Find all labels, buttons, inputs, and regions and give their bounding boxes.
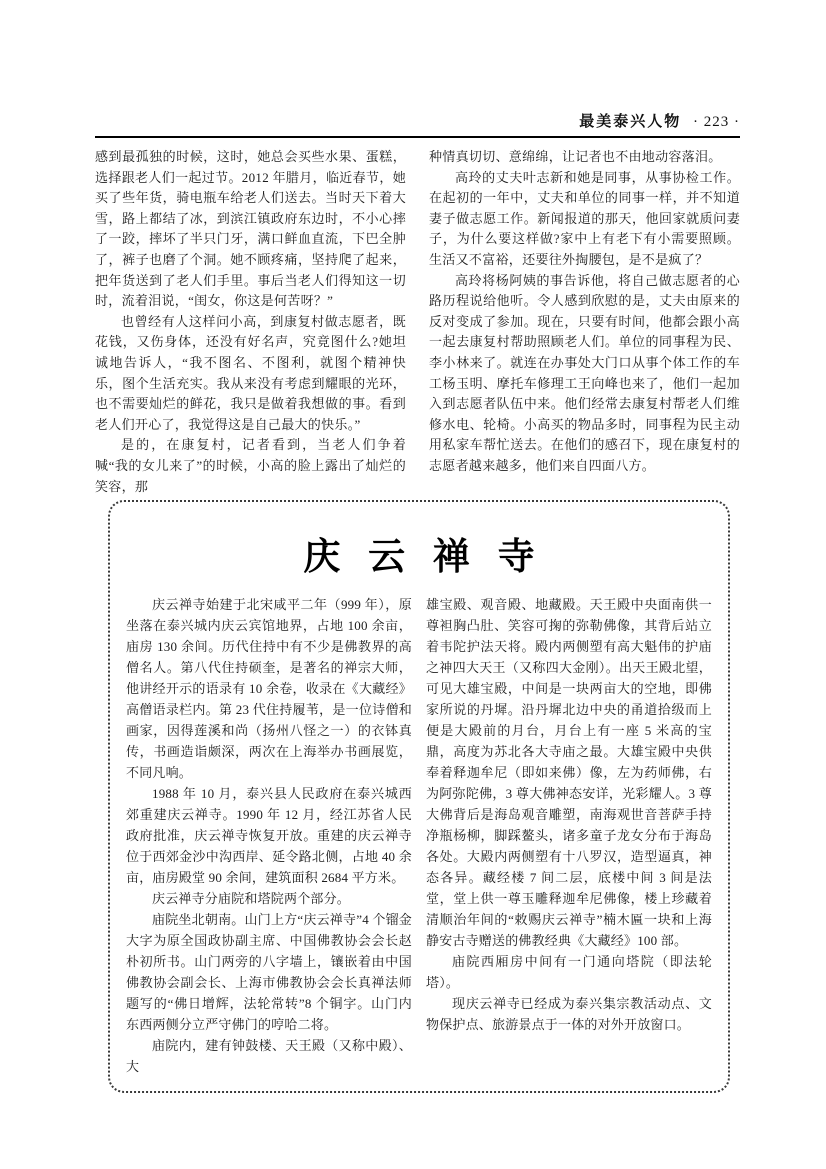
paragraph: 种情真切切、意绵绵，让记者也不由地动容落泪。: [429, 149, 722, 164]
paragraph: 高玲将杨阿姨的事告诉他，将自己做志愿者的心路历程说给他听。令人感到欣慰的是，丈夫由原来的反对变成了参加。现在，只要有时间，他都会跟小高一起去康复村帮助照顾老人们。单位的同事程为民、李小林来了。就连在办事处大门口从事个体工作的车工杨玉明、摩托车修理工王向峰也来了，他们一起加入到志愿者队伍中来。他们经常去康复村帮老人们维修水电、轮椅。小高买的物品多时，同事程为民主动用私家车帮忙送去。在他们的感召下，现在康复村的志愿者越来越多，他们来自四面八方。: [429, 272, 740, 473]
paragraph: 庆云禅寺始建于北宋咸平二年（999 年），原坐落在泰兴城内庆云宾馆地界，占地 100 余亩，庙房 130 余间。历代住持中有不少是佛教界的高僧名人。第八代住持硕奎，是著名的禅宗大师，他讲经开示的语录有 10 余卷，收录在《大藏经》高僧语录栏内。第 23 代住持履苇，是一位诗僧和画家，因得莲溪和尚（扬州八怪之一）的衣钵真传，书画造诣颇深，两次在上海举办书画展览，不同凡响。: [126, 597, 412, 780]
paragraph: 庙院内，建有钟鼓楼、天王殿（又称中殿）、大: [126, 1038, 412, 1074]
header-rule: [95, 136, 740, 138]
paragraph: 是的，在康复村，记者看到，当老人们争着喊“我的女儿来了”的时候，小高的脸上露出了灿烂的笑容，那: [95, 437, 406, 494]
running-head: [579, 110, 740, 131]
page-number: · 223 ·: [693, 114, 740, 130]
temple-sidebar-box: [108, 500, 730, 1093]
paragraph: 1988 年 10 月，泰兴县人民政府在泰兴城西郊重建庆云禅寺。1990 年 12 月，经江苏省人民政府批准，庆云禅寺恢复开放。重建的庆云禅寺位于西郊金沙中沟西岸、延令路北侧，占地 40 余亩，庙房殿堂 90 余间，建筑面积 2684 平方米。: [126, 786, 412, 885]
paragraph: 也曾经有人这样问小高，到康复村做志愿者，既花钱，又伤身体，还没有好名声，究竟图什么?她坦诚地告诉人，“我不图名、不图利，就图个精神快乐，图个生活充实。我从来没有考虑到耀眼的光环，也不需要灿烂的鲜花，我只是做着我想做的事。看到老人们开心了，我觉得这是自己最大的快乐。”: [95, 313, 406, 432]
paragraph: 现庆云禅寺已经成为泰兴集宗教活动点、文物保护点、旅游景点于一体的对外开放窗口。: [426, 996, 712, 1032]
paragraph: 雄宝殿、观音殿、地藏殿。天王殿中央面南供一尊袒胸凸肚、笑容可掬的弥勒佛像，其背后站立着韦陀护法天将。殿内两侧塑有高大魁伟的护庙之神四大天王（又称四大金刚）。出天王殿北望，可见大雄宝殿，中间是一块两亩大的空地，即佛家所说的丹墀。沿丹墀北边中央的甬道拾级而上便是大殿前的月台，月台上有一座 5 米高的宝鼎，高度为苏北各大寺庙之最。大雄宝殿中央供奉着释迦牟尼（即如来佛）像，左为药师佛，右为阿弥陀佛，3 尊大佛神态安详，光彩耀人。3 尊大佛背后是海岛观音雕塑，南海观世音菩萨手持净瓶杨柳，脚踩鳌头，诸多童子龙女分布于海岛各处。大殿内两侧塑有十八罗汉，造型逼真，神态各异。藏经楼 7 间二层，底楼中间 3 间是法堂，堂上供一尊玉雕释迦牟尼佛像，楼上珍藏着清顺治年间的“敕赐庆云禅寺”楠木匾一块和上海静安古寺赠送的佛教经典《大藏经》100 部。: [426, 597, 712, 948]
article-left-column: [95, 147, 406, 497]
box-title: 庆云禅寺: [303, 537, 563, 578]
running-head-title: 最美泰兴人物: [579, 114, 682, 130]
paragraph: 感到最孤独的时候，这时，她总会买些水果、蛋糕，选择跟老人们一起过节。2012 年腊月，临近春节，她买了些年货，骑电瓶车给老人们送去。当时天下着大雪，路上都结了冰，到滨江镇政府东边时，不小心摔了一跤，摔坏了半只门牙，满口鲜血直流，下巴全肿了，裤子也磨了个洞。她不顾疼痛，坚持爬了起来，把年货送到了老人们手里。事后当老人们得知这一切时，流着泪说，“闺女，你这是何苦呀？”: [95, 149, 406, 309]
paragraph: 庙院坐北朝南。山门上方“庆云禅寺”4 个镏金大字为原全国政协副主席、中国佛教协会会长赵朴初所书。山门两旁的八字墙上，镶嵌着由中国佛教协会副会长、上海市佛教协会会长真禅法师题写的“佛日增辉，法轮常转”8 个铜字。山门内东西两侧分立严守佛门的哼哈二将。: [126, 912, 412, 1032]
article-right-column: [429, 147, 740, 497]
article-body: [95, 147, 740, 497]
paragraph: 高玲的丈夫叶志新和她是同事，从事协检工作。在起初的一年中，丈夫和单位的同事一样，并不知道妻子做志愿工作。新闻报道的那天，他回家就质问妻子，为什么要这样做?家中上有老下有小需要照顾。生活又不富裕，还要往外掏腰包，是不是疯了？: [429, 169, 740, 267]
box-columns: [126, 594, 712, 1077]
box-left-column: [126, 594, 412, 1077]
paragraph: 庙院西厢房中间有一门通向塔院（即法轮塔）。: [426, 954, 712, 990]
box-right-column: [426, 594, 712, 1077]
paragraph: 庆云禅寺分庙院和塔院两个部分。: [152, 891, 351, 906]
